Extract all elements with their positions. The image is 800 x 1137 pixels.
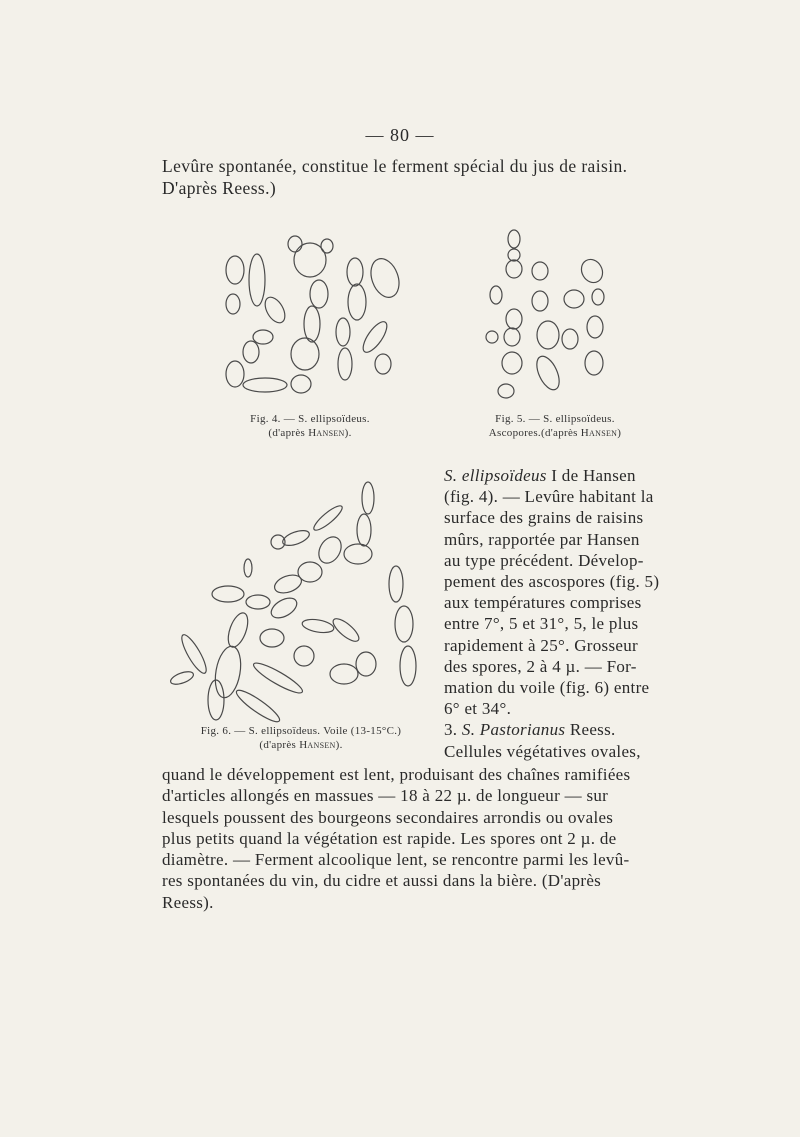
caption-text: ) [617, 427, 622, 439]
page-number: — 80 — [365, 125, 435, 145]
ascospore [577, 256, 606, 287]
yeast-cell [314, 533, 345, 567]
yeast-cell [356, 652, 376, 676]
text-fragment: Reess. [565, 720, 616, 740]
ascospore [506, 309, 522, 329]
yeast-cell [224, 610, 251, 649]
text-line: mation du voile (fig. 6) entre [444, 678, 650, 698]
text-line: rapidement à 25°. Grosseur [444, 635, 638, 655]
text-line: pement des ascospores (fig. 5) [444, 572, 660, 592]
ascospore [508, 230, 520, 248]
yeast-cell [212, 644, 245, 699]
figure-5-caption [455, 412, 655, 440]
body-paragraph [162, 764, 684, 913]
text-line: aux températures comprises [444, 593, 642, 613]
text-line [444, 465, 674, 486]
yeast-cell [244, 559, 252, 577]
ascospore [532, 353, 564, 393]
text-line: surface des grains de raisins [444, 508, 644, 528]
figure-4-caption [210, 412, 410, 440]
text-line: diamètre. — Ferment alcoolique lent, se rencontre parmi les levû- [162, 850, 630, 870]
yeast-cell [400, 646, 416, 686]
ascospore [585, 351, 603, 375]
yeast-cell [212, 586, 244, 602]
intro-paragraph [162, 155, 682, 199]
yeast-cell [281, 528, 311, 549]
yeast-cell [288, 236, 302, 252]
section-heading [444, 719, 674, 740]
text-line: mûrs, rapportée par Hansen [444, 529, 640, 549]
intro-line: Levûre spontanée, constitue le ferment spécial du jus de raisin. [162, 156, 628, 176]
caption-line: Fig. 5. — S. ellipsoïdeus. [495, 413, 615, 425]
ascospore [504, 328, 520, 346]
yeast-cell [304, 306, 320, 342]
yeast-cell [321, 239, 333, 253]
ascospore [587, 316, 603, 338]
text-line: 6° et 34°. [444, 699, 512, 719]
ascospore [564, 290, 584, 308]
species-name: S. ellipsoïdeus [444, 466, 547, 485]
caption-text: Ascopores.(d'après [488, 427, 581, 439]
yeast-cell [243, 378, 287, 392]
yeast-cell [310, 280, 328, 308]
yeast-cell [261, 294, 289, 326]
caption-line [172, 738, 430, 752]
yeast-cell [357, 514, 371, 546]
ascospore [506, 260, 522, 278]
caption-line [455, 426, 655, 440]
yeast-cell [251, 659, 305, 697]
text-line: d'articles allongés en massues — 18 à 22 µ. de longueur — sur [162, 786, 609, 806]
caption-author: Hansen [299, 739, 336, 751]
text-line: des spores, 2 à 4 µ. — For- [444, 656, 637, 676]
yeast-cell [362, 482, 374, 514]
yeast-cell [291, 375, 311, 393]
text-line: res spontanées du vin, du cidre et aussi dans la bière. (D'après [162, 871, 602, 891]
yeast-cell [348, 284, 366, 320]
yeast-cell [253, 330, 273, 344]
yeast-cell [169, 669, 195, 687]
yeast-cell [344, 544, 372, 564]
column-paragraph [444, 465, 674, 762]
text-line: plus petits quand la végétation est rapide. Les spores ont 2 µ. de [162, 828, 617, 848]
text-line: Reess). [162, 892, 214, 912]
figure-4-illustration [215, 232, 405, 402]
ascospore [562, 329, 578, 349]
caption-text: ). [335, 739, 343, 751]
figure-6-illustration [168, 478, 438, 728]
yeast-cell [260, 629, 284, 647]
yeast-cell [359, 318, 391, 356]
yeast-cell [291, 338, 319, 370]
yeast-cell [330, 615, 362, 645]
yeast-cell [347, 258, 363, 286]
figure-5-illustration [478, 225, 618, 405]
section-number: 3. [444, 720, 462, 740]
text-line: entre 7°, 5 et 31°, 5, le plus [444, 614, 639, 634]
yeast-cell [233, 686, 282, 726]
yeast-cell [226, 294, 240, 314]
intro-line: D'après Reess.) [162, 178, 277, 198]
figure-6-caption [172, 724, 430, 752]
caption-text: (d'après [259, 739, 300, 751]
ascospore [532, 262, 548, 280]
caption-author: Hansen [580, 427, 618, 439]
yeast-cell [249, 254, 265, 306]
ascospore [498, 384, 514, 398]
caption-line: Fig. 4. — S. ellipsoïdeus. [250, 413, 370, 425]
ascospore [508, 249, 520, 261]
caption-author: Hansen [308, 427, 345, 439]
yeast-cell [311, 503, 345, 534]
yeast-cell [268, 594, 300, 622]
yeast-cell [226, 361, 244, 387]
ascospore [490, 286, 502, 304]
caption-text: ). [344, 427, 352, 439]
text-line: au type précédent. Dévelop- [444, 550, 644, 570]
text-line: Cellules végétatives ovales, [444, 741, 641, 761]
text-line: lesquels poussent des bourgeons secondaires arrondis ou ovales [162, 807, 614, 827]
caption-text: (d'après [268, 427, 309, 439]
yeast-cell [395, 606, 413, 642]
yeast-cell [246, 595, 270, 609]
caption-line [210, 426, 410, 440]
ascospore [592, 289, 604, 305]
yeast-cell [336, 318, 350, 346]
yeast-cell [243, 341, 259, 363]
species-name: S. Pastorianus [461, 720, 566, 740]
yeast-cell [301, 617, 335, 634]
yeast-cell [366, 255, 404, 301]
ascospore [537, 321, 559, 349]
yeast-cell [338, 348, 352, 380]
yeast-cell [294, 646, 314, 666]
yeast-cell [178, 632, 210, 676]
yeast-cell [375, 354, 391, 374]
yeast-cell [226, 256, 244, 284]
yeast-cell [389, 566, 403, 602]
ascospore [532, 291, 548, 311]
text-line: (fig. 4). — Levûre habitant la [444, 487, 654, 507]
caption-line: Fig. 6. — S. ellipsoïdeus. Voile (13-15°C.) [200, 725, 402, 737]
text-line: quand le développement est lent, produisant des chaînes ramifiées [162, 765, 631, 784]
ascospore [486, 331, 498, 343]
text-fragment: I de Hansen [546, 466, 636, 485]
yeast-cell [330, 664, 358, 684]
ascospore [502, 352, 522, 374]
